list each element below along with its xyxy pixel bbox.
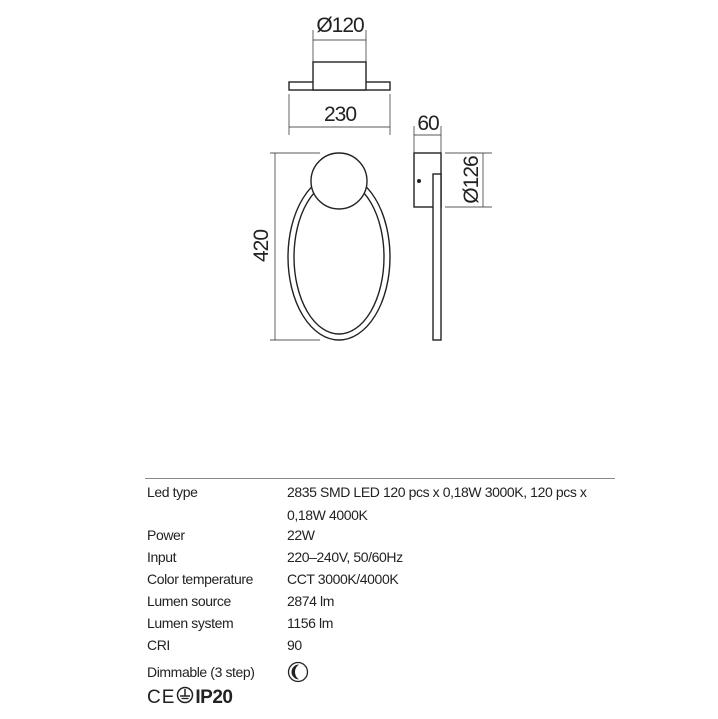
- spec-value: 220–240V, 50/60Hz: [287, 549, 403, 565]
- dim-side-diameter: Ø126: [460, 156, 483, 204]
- spec-value: CCT 3000K/4000K: [287, 571, 399, 587]
- spec-value: 2835 SMD LED 120 pcs x 0,18W 3000K, 120 pcs x: [287, 484, 587, 500]
- spec-value: 90: [287, 637, 302, 653]
- certifications: [147, 686, 233, 710]
- spec-label: Lumen source: [147, 593, 231, 609]
- dim-top-diameter: Ø120: [316, 14, 364, 37]
- dim-width: 230: [323, 103, 357, 126]
- dimmable-icon: [287, 661, 309, 687]
- spec-value: 2874 lm: [287, 593, 335, 609]
- spec-value: 22W: [287, 527, 315, 543]
- spec-label: Color temperature: [147, 571, 254, 587]
- front-view: [250, 153, 390, 340]
- spec-label: Lumen system: [147, 615, 234, 631]
- divider: [145, 478, 615, 479]
- dim-height: 420: [250, 229, 273, 263]
- side-view: [414, 112, 492, 340]
- spec-label: Input: [147, 549, 177, 565]
- class-earth-icon: [176, 686, 194, 710]
- ip-rating: IP20: [195, 687, 233, 708]
- spec-label: CRI: [147, 637, 170, 653]
- ce-mark-icon: CE: [147, 687, 176, 708]
- spec-value-cont: 0,18W 4000K: [287, 507, 368, 523]
- spec-label: Dimmable (3 step): [147, 664, 255, 680]
- spec-label: Power: [147, 527, 185, 543]
- spec-value: 1156 lm: [287, 615, 333, 631]
- dim-depth: 60: [417, 112, 439, 135]
- spec-label: Led type: [147, 484, 198, 500]
- top-view: [289, 14, 390, 135]
